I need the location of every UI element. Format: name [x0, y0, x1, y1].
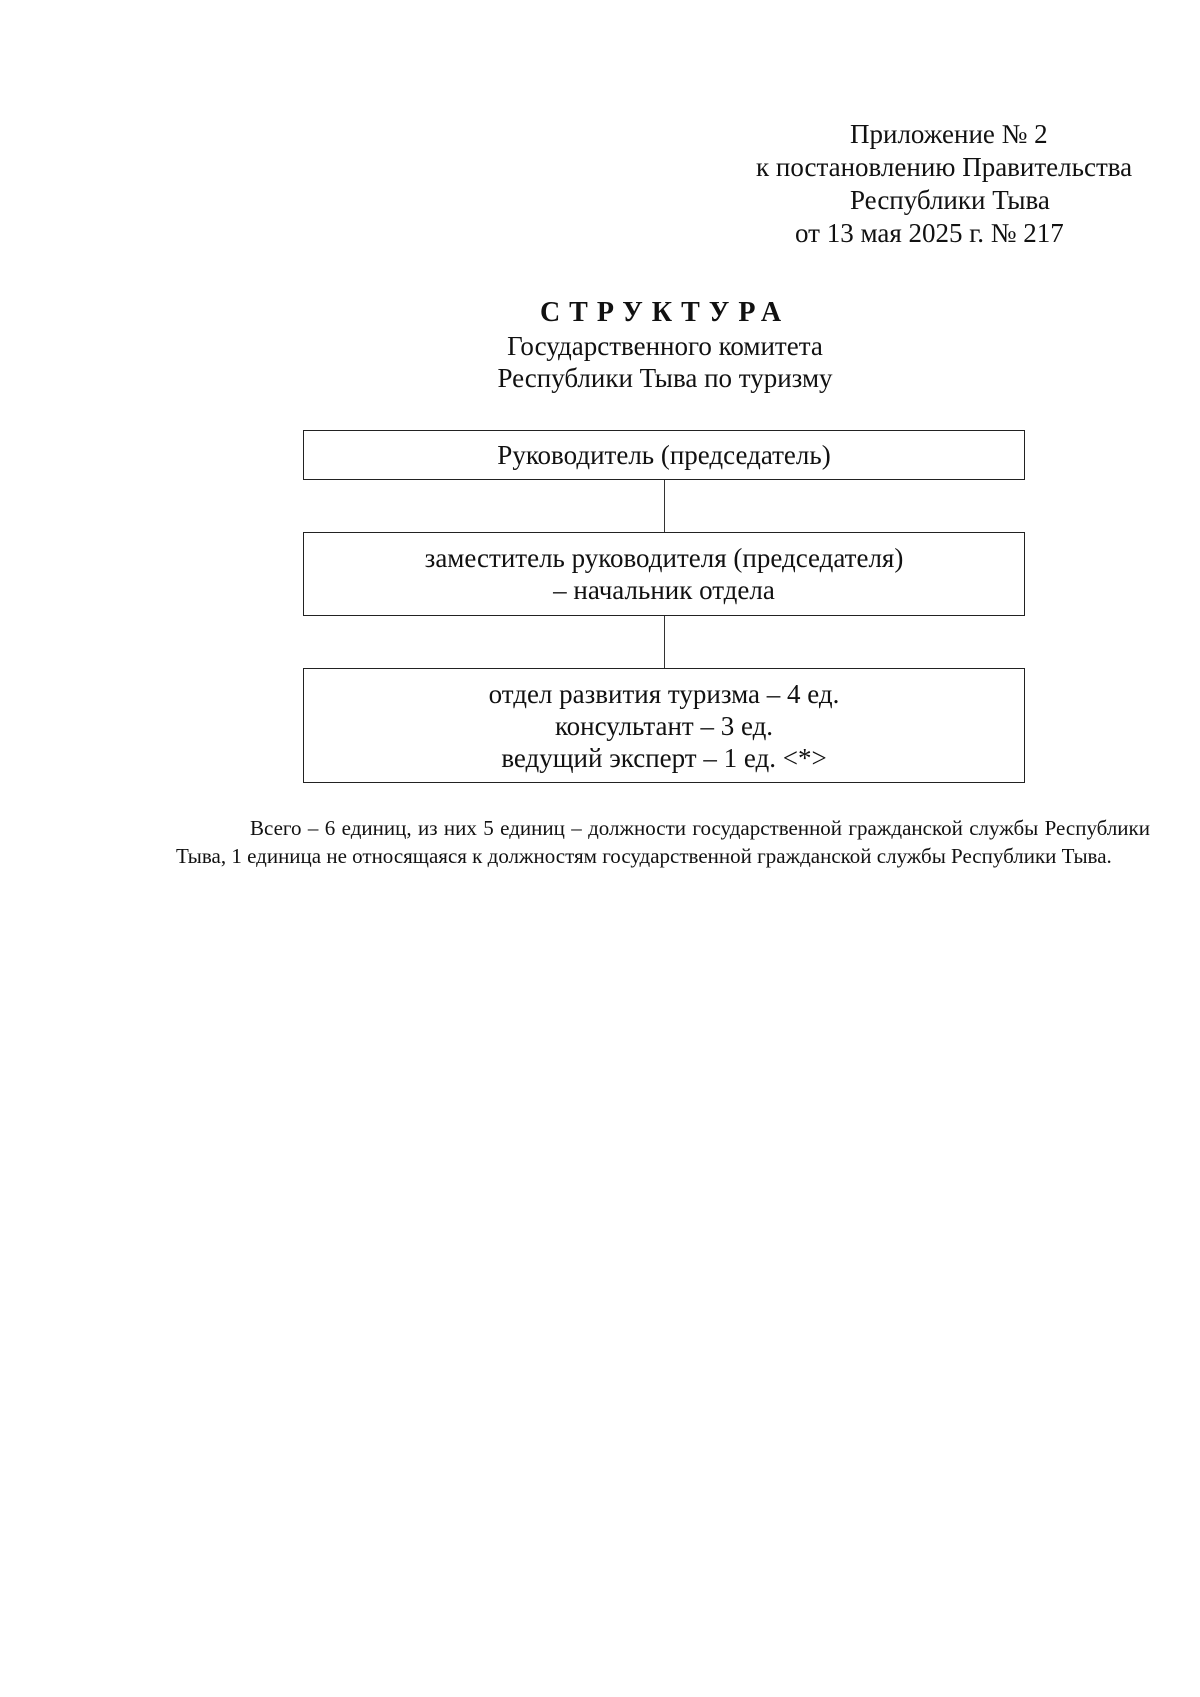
org-box-head-label: Руководитель (председатель) — [497, 440, 831, 470]
document-title — [300, 296, 1030, 394]
connector-line-1 — [664, 480, 665, 532]
appendix-date: от 13 мая 2025 г. № 217 — [795, 218, 1064, 248]
title-subtitle-line2: Республики Тыва по туризму — [497, 363, 833, 393]
staff-total-note: Всего – 6 единиц, из них 5 единиц – должности государственной гражданской службы Республики Тыва, 1 единица не относящаяся к должностям государственной гражданской службы Республики Тыва. — [176, 816, 1150, 868]
appendix-header — [740, 118, 1160, 250]
connector-line-2 — [664, 616, 665, 668]
org-box-department-line1: отдел развития туризма – 4 ед. — [488, 678, 840, 709]
org-box-deputy-line2: – начальник отдела — [553, 575, 775, 605]
org-box-department — [303, 668, 1025, 783]
appendix-decree-ref: к постановлению Правительства — [756, 152, 1133, 182]
title-subtitle-line1: Государственного комитета — [507, 331, 823, 361]
org-box-department-line3: ведущий эксперт – 1 ед. <*> — [501, 742, 827, 773]
org-box-deputy — [303, 532, 1025, 616]
title-main: СТРУКТУРА — [539, 297, 791, 328]
appendix-region: Республики Тыва — [850, 185, 1050, 215]
org-box-head — [303, 430, 1025, 480]
org-box-deputy-line1: заместитель руководителя (председателя) — [424, 543, 904, 573]
appendix-number: Приложение № 2 — [850, 119, 1048, 149]
org-box-department-line2: консультант – 3 ед. — [554, 710, 774, 741]
